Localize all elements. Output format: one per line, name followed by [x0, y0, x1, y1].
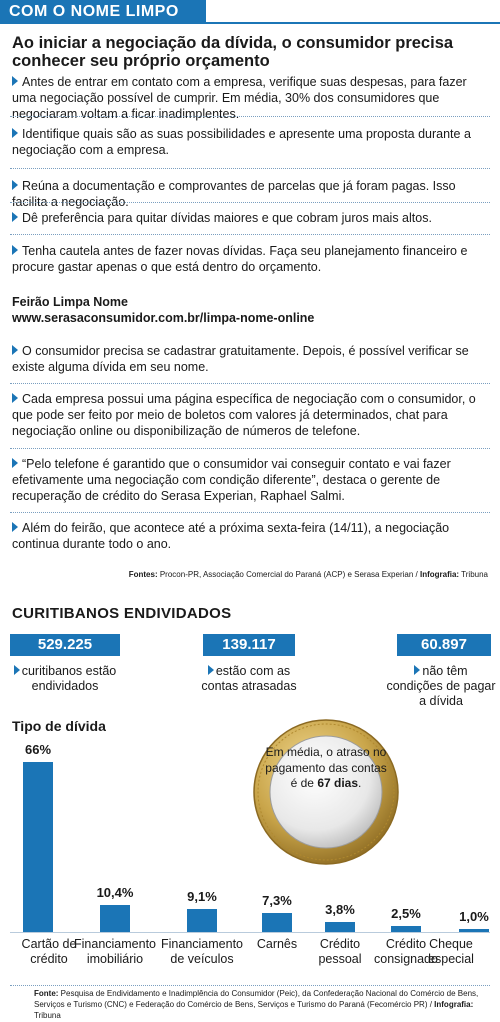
feirao-text: Além do feirão, que acontece até a próxima sexta-feira (14/11), a negociação continua durante todo o ano.	[12, 521, 450, 551]
tip-text: Antes de entrar em contato com a empresa, verifique suas despesas, para fazer uma negociação possível de cumprir. Em média, 30% dos consumidores que negociaram voltam a ficar inadimplentes.	[12, 75, 467, 121]
chart-category-label: Financiamento de veículos	[161, 937, 243, 966]
tip-text: Identifique quais são as suas possibilidades e apresente uma proposta durante a negociação com a empresa.	[12, 127, 471, 157]
arrow-right-icon	[12, 245, 18, 255]
chart-value-label: 9,1%	[187, 888, 217, 904]
divider	[10, 168, 490, 169]
divider	[10, 512, 490, 513]
tip-text: Reúna a documentação e comprovantes de parcelas que já foram pagas. Isso facilita a negociação.	[12, 179, 456, 209]
feirao-url: www.serasaconsumidor.com.br/limpa-nome-online	[12, 311, 315, 325]
chart-value-label: 66%	[24, 742, 52, 757]
stat-value-sem-condicoes: 60.897	[397, 634, 491, 656]
chart-value-label: 10,4%	[96, 885, 134, 901]
feirao-item	[12, 391, 492, 439]
infografia-label: Infografia:	[434, 1000, 474, 1009]
chart-bar	[187, 909, 217, 932]
chart-bar	[262, 913, 292, 932]
stat-label: estão com as contas atrasadas	[201, 664, 297, 693]
chart-category-label: Cheque especial	[428, 937, 474, 966]
sources-label: Fontes:	[128, 570, 158, 579]
tip-item	[12, 178, 492, 210]
chart-bar	[23, 762, 53, 932]
arrow-right-icon	[14, 665, 20, 675]
chart-category-label: Crédito consignado	[374, 937, 438, 966]
arrow-right-icon	[12, 458, 18, 468]
coin-note-highlight: 67 dias	[317, 776, 359, 790]
feirao-text: Cada empresa possui uma página específica de negociação com o consumidor, o que pode ser feito por meio de boletos com valores já determinados, chat para negociação online ou disponibilização de números de telefone.	[12, 392, 476, 438]
sources-text: Pesquisa de Endividamento e Inadimplência do Consumidor (Peic), da Confederação Nacional do Comércio de Bens, Serviços e Turismo (CNC) e Federação do Comércio de Bens, Serviços e Turismo do Paraná (Fecomércio PR) /	[34, 989, 479, 1009]
tip-text: Dê preferência para quitar dívidas maiores e que cobram juros mais altos.	[22, 211, 432, 225]
tip-item	[12, 126, 492, 158]
chart-bar	[325, 922, 355, 932]
arrow-right-icon	[12, 128, 18, 138]
arrow-right-icon	[12, 345, 18, 355]
chart-baseline	[10, 932, 490, 933]
stat-value-endividados: 529.225	[10, 634, 120, 656]
infografia-label: Infografia:	[419, 570, 460, 579]
chart-value-label: 3,8%	[325, 902, 355, 918]
section-tag: COM O NOME LIMPO	[0, 0, 206, 24]
feirao-item	[12, 343, 492, 375]
arrow-right-icon	[12, 76, 18, 86]
section-tag-rule	[206, 22, 500, 24]
divider	[10, 985, 490, 986]
sources-text: Procon-PR, Associação Comercial do Paraná (ACP) e Serasa Experian /	[159, 570, 418, 579]
arrow-right-icon	[12, 180, 18, 190]
divider	[10, 383, 490, 384]
infografia-credit: Tribuna	[34, 1011, 61, 1020]
divider	[10, 234, 490, 235]
arrow-right-icon	[12, 522, 18, 532]
sources-credit-bottom	[34, 988, 492, 1021]
chart-category-label: Carnês	[256, 937, 298, 951]
infografia-credit: Tribuna	[461, 570, 488, 579]
arrow-right-icon	[208, 665, 214, 675]
coin-graphic	[252, 718, 400, 866]
chart-category-label: Crédito pessoal	[318, 937, 362, 966]
divider	[10, 202, 490, 203]
stat-label: não têm condições de pagar a dívida	[386, 664, 496, 708]
feirao-item	[12, 456, 492, 504]
feirao-title: Feirão Limpa Nome	[12, 295, 128, 309]
chart-value-label: 2,5%	[391, 905, 421, 921]
chart-title: Tipo de dívida	[12, 718, 106, 734]
arrow-right-icon	[414, 665, 420, 675]
curitibanos-title: CURITIBANOS ENDIVIDADOS	[12, 605, 232, 622]
sources-credit	[129, 570, 488, 580]
sources-label: Fonte:	[34, 989, 59, 998]
stat-label: curitibanos estão endividados	[10, 664, 120, 694]
divider	[10, 116, 490, 117]
headline: Ao iniciar a negociação da dívida, o consumidor precisa conhecer seu próprio orçamento	[12, 34, 454, 70]
chart-bar	[100, 905, 130, 932]
tip-item	[12, 74, 492, 122]
chart-category-label: Financiamento imobiliário	[74, 937, 156, 966]
divider	[10, 448, 490, 449]
tip-text: Tenha cautela antes de fazer novas dívidas. Faça seu planejamento financeiro e procure gastar apenas o que está dentro do orçamento.	[12, 244, 468, 274]
chart-value-label: 7,3%	[262, 893, 292, 909]
tip-item	[12, 210, 492, 226]
stat-value-atrasadas: 139.117	[203, 634, 295, 656]
chart-value-label: 1,0%	[459, 909, 489, 925]
coin-icon	[252, 718, 400, 866]
chart-category-label: Cartão de crédito	[21, 937, 77, 966]
arrow-right-icon	[12, 393, 18, 403]
arrow-right-icon	[12, 212, 18, 222]
feirao-item	[12, 520, 492, 552]
tip-item	[12, 243, 492, 275]
feirao-text: “Pelo telefone é garantido que o consumidor vai conseguir contato e vai fazer efetivamente uma negociação com condição diferente”, destaca o gerente de recuperação de crédito do Serasa Experian, Raphael Salmi.	[12, 457, 451, 503]
coin-note: Em média, o atraso no pagamento das contas é de 67 dias.	[265, 745, 387, 790]
feirao-text: O consumidor precisa se cadastrar gratuitamente. Depois, é possível verificar se existe alguma dívida em seu nome.	[12, 344, 469, 374]
